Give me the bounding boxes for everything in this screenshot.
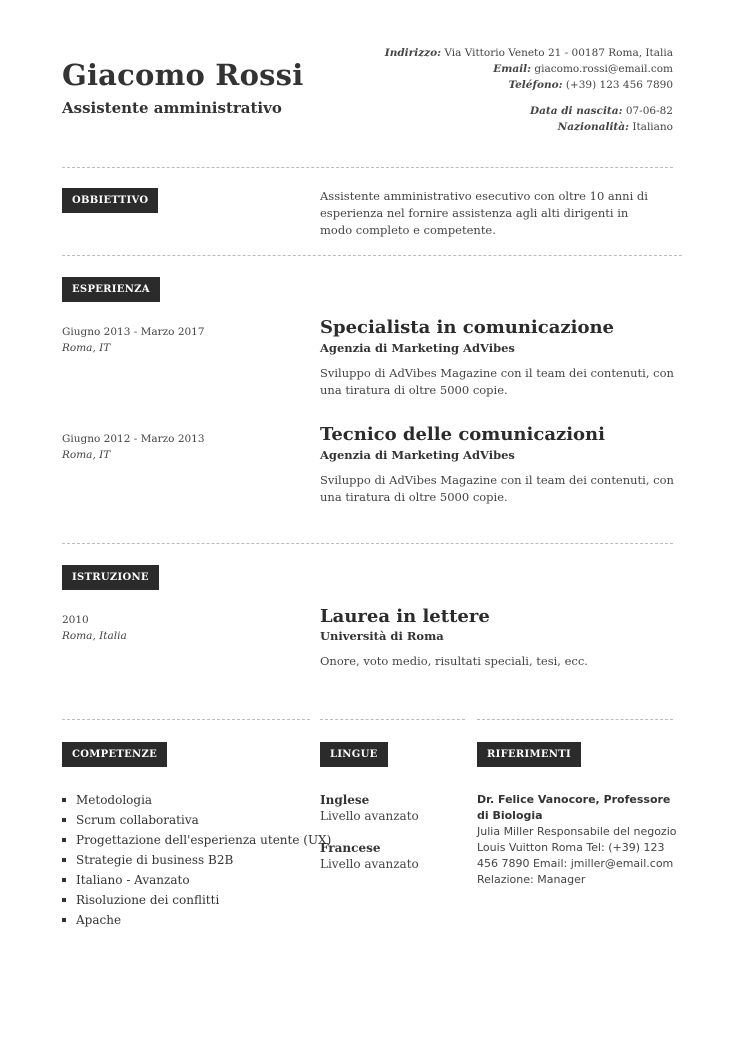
language-level: Livello avanzato	[320, 809, 419, 823]
section-tag-languages: LINGUE	[320, 742, 388, 767]
section-tag-objective: OBBIETTIVO	[62, 188, 158, 213]
divider	[320, 719, 465, 720]
divider	[62, 167, 673, 168]
language-name: Francese	[320, 841, 381, 855]
candidate-role: Assistente amministrativo	[62, 99, 282, 117]
list-item: Progettazione dell'esperienza utente (UX)	[62, 830, 331, 850]
divider	[477, 719, 673, 720]
divider	[62, 255, 682, 256]
list-item: Scrum collaborativa	[62, 810, 331, 830]
phone-line: Teléfono: (+39) 123 456 7890	[508, 79, 673, 91]
job-company: Agenzia di Marketing AdVibes	[320, 448, 515, 462]
language-item	[320, 792, 419, 824]
divider	[62, 719, 310, 720]
reference-details: Julia Miller Responsabile del negozio Louis Vuitton Roma Tel: (+39) 123 456 7890 Email: jmiller@email.com Relazione: Manager	[477, 825, 677, 886]
list-item: Apache	[62, 910, 331, 930]
skills-list	[62, 790, 331, 930]
divider	[62, 543, 673, 544]
objective-text: Assistente amministrativo esecutivo con oltre 10 anni di esperienza nel fornire assistenza agli alti dirigenti in modo completo e competente.	[320, 189, 648, 237]
contact-block	[385, 45, 673, 135]
experience-location: Roma, IT	[62, 342, 111, 354]
school-name: Università di Roma	[320, 629, 444, 643]
email-line: Email: giacomo.rossi@email.com	[493, 63, 673, 75]
birthdate-line: Data di nascita: 07-06-82	[530, 105, 673, 117]
nationality-line: Nazionalità: Italiano	[557, 121, 673, 133]
job-description: Sviluppo di AdVibes Magazine con il team dei contenuti, con una tiratura di oltre 5000 copie.	[320, 473, 674, 504]
job-company: Agenzia di Marketing AdVibes	[320, 341, 515, 355]
language-name: Inglese	[320, 793, 370, 807]
section-tag-experience: ESPERIENZA	[62, 277, 160, 302]
experience-dates: Giugno 2013 - Marzo 2017	[62, 326, 205, 338]
candidate-name: Giacomo Rossi	[62, 58, 304, 92]
list-item: Risoluzione dei conflitti	[62, 890, 331, 910]
education-description: Onore, voto medio, risultati speciali, tesi, ecc.	[320, 654, 588, 668]
list-item: Metodologia	[62, 790, 331, 810]
section-tag-skills: COMPETENZE	[62, 742, 167, 767]
degree-title: Laurea in lettere	[320, 606, 490, 627]
experience-location: Roma, IT	[62, 449, 111, 461]
experience-dates: Giugno 2012 - Marzo 2013	[62, 433, 205, 445]
language-level: Livello avanzato	[320, 857, 419, 871]
section-tag-references: RIFERIMENTI	[477, 742, 581, 767]
education-dates: 2010	[62, 614, 89, 626]
list-item: Italiano - Avanzato	[62, 870, 331, 890]
list-item: Strategie di business B2B	[62, 850, 331, 870]
job-description: Sviluppo di AdVibes Magazine con il team dei contenuti, con una tiratura di oltre 5000 copie.	[320, 366, 674, 397]
address-line: Indirizzo: Via Vittorio Veneto 21 - 00187 Roma, Italia	[384, 47, 673, 59]
reference-name: Dr. Felice Vanocore, Professore di Biologia	[477, 793, 671, 822]
reference-block	[477, 792, 677, 888]
job-title: Specialista in comunicazione	[320, 317, 614, 338]
education-location: Roma, Italia	[62, 630, 127, 642]
language-item	[320, 840, 419, 872]
job-title: Tecnico delle comunicazioni	[320, 424, 605, 445]
section-tag-education: ISTRUZIONE	[62, 565, 159, 590]
